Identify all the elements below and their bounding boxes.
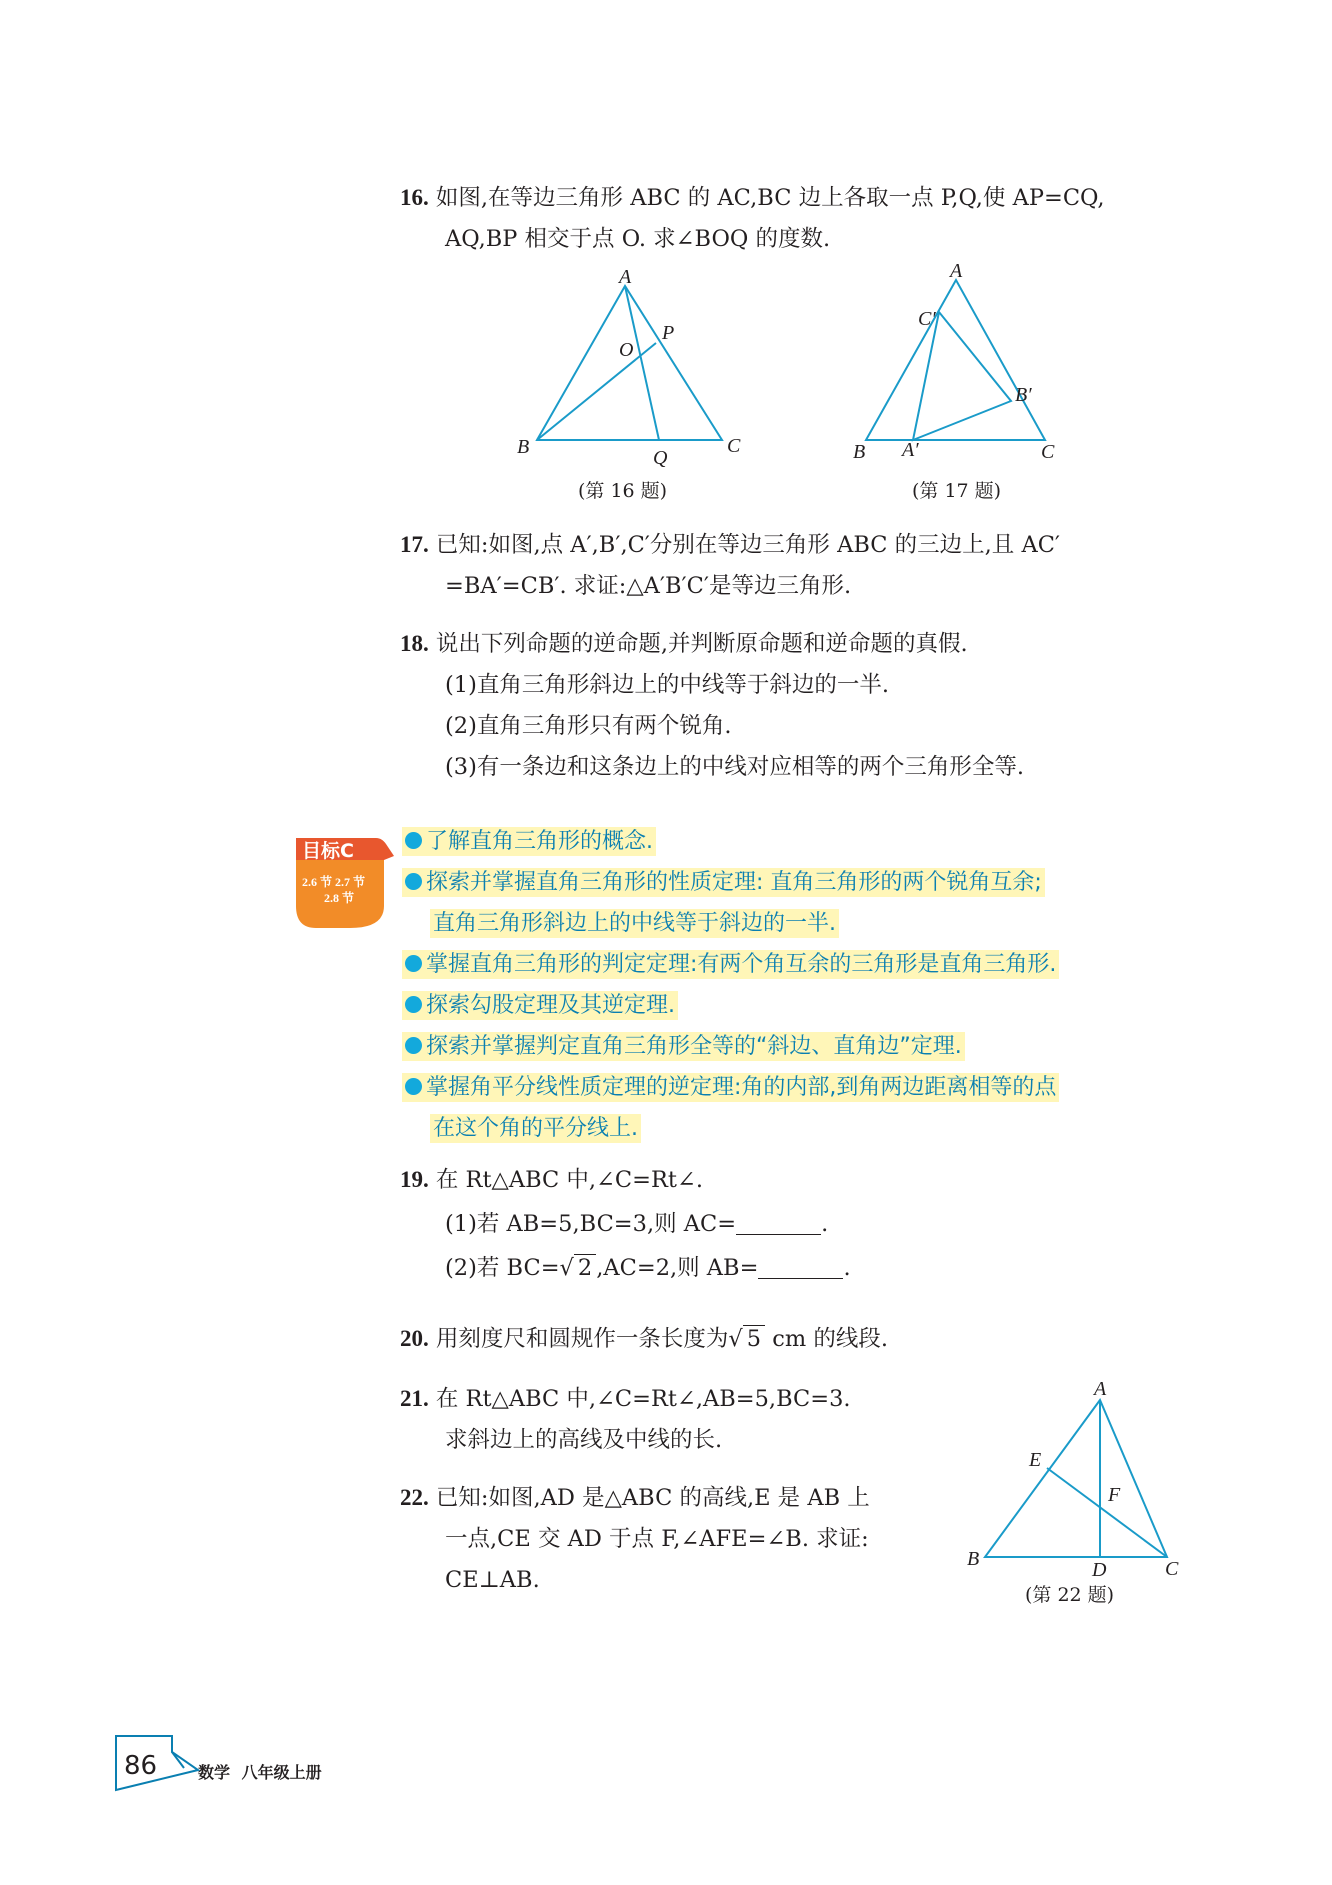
label-o: O bbox=[619, 339, 634, 361]
figure-17-caption: (第 17 题) bbox=[912, 480, 1002, 502]
label-b: B bbox=[967, 1548, 980, 1570]
segment-bp bbox=[537, 343, 656, 440]
question-number: 20. bbox=[400, 1326, 429, 1351]
goal-item: 了解直角三角形的概念. bbox=[402, 825, 1187, 859]
goal-item: 探索勾股定理及其逆定理. bbox=[402, 989, 1187, 1023]
label-c: C bbox=[727, 435, 741, 457]
label-a: A bbox=[950, 260, 963, 282]
bullet-dot-icon bbox=[405, 832, 422, 849]
goal-badge bbox=[290, 830, 400, 934]
badge-sections: 2.6 节 2.7 节 bbox=[302, 875, 366, 889]
question-18 bbox=[400, 623, 1024, 788]
label-a: A bbox=[1094, 1378, 1107, 1400]
badge-title: 目标C bbox=[302, 840, 354, 862]
figure-22 bbox=[965, 1375, 1185, 1581]
answer-blank[interactable] bbox=[736, 1210, 821, 1235]
figure-16-caption: (第 16 题) bbox=[578, 480, 668, 502]
question-19 bbox=[400, 1158, 851, 1290]
label-b1: B′ bbox=[1015, 384, 1032, 406]
question-22 bbox=[400, 1477, 870, 1601]
sqrt-symbol: √ 5 bbox=[728, 1319, 765, 1360]
badge-sections: 2.8 节 bbox=[324, 891, 355, 905]
question-20: 20. 用刻度尺和圆规作一条长度为√ 5 cm 的线段. bbox=[400, 1318, 888, 1360]
question-number: 21. bbox=[400, 1386, 429, 1411]
label-c: C bbox=[1041, 441, 1055, 463]
goal-item: 掌握直角三角形的判定定理:有两个角互余的三角形是直角三角形. bbox=[402, 948, 1187, 982]
label-a1: A′ bbox=[902, 439, 919, 461]
figure-22-caption: (第 22 题) bbox=[1025, 1584, 1115, 1606]
question-text: 已知:如图,点 A′,B′,C′分别在等边三角形 ABC 的三边上,且 AC′ bbox=[435, 532, 1061, 558]
learning-goals bbox=[402, 825, 1187, 1153]
question-text: 在 Rt△ABC 中,∠C=Rt∠. bbox=[435, 1167, 703, 1193]
sub-question-1: (1)直角三角形斜边上的中线等于斜边的一半. bbox=[445, 672, 890, 698]
question-text: 已知:如图,AD 是△ABC 的高线,E 是 AB 上 bbox=[435, 1485, 870, 1511]
bullet-dot-icon bbox=[405, 1078, 422, 1095]
question-number: 16. bbox=[400, 185, 429, 210]
bullet-dot-icon bbox=[405, 955, 422, 972]
sqrt-symbol: √ 2 bbox=[560, 1246, 597, 1290]
sub-question-2: (2)若 BC=√ 2 ,AC=2,则 AB= . bbox=[400, 1246, 851, 1290]
label-c1: C′ bbox=[918, 308, 936, 330]
question-16 bbox=[400, 177, 1105, 260]
label-c: C bbox=[1165, 1558, 1179, 1580]
sub-question-2: (2)直角三角形只有两个锐角. bbox=[445, 713, 732, 739]
bullet-dot-icon bbox=[405, 1037, 422, 1054]
question-17 bbox=[400, 524, 1060, 607]
page-number-tab bbox=[112, 1732, 212, 1792]
page-number: 86 bbox=[124, 1751, 158, 1781]
question-text: 说出下列命题的逆命题,并判断原命题和逆命题的真假. bbox=[435, 631, 968, 657]
question-text: 在 Rt△ABC 中,∠C=Rt∠,AB=5,BC=3. bbox=[435, 1386, 851, 1412]
question-number: 18. bbox=[400, 631, 429, 656]
question-text: AQ,BP 相交于点 O. 求∠BOQ 的度数. bbox=[445, 226, 831, 252]
sub-question-1: (1)若 AB=5,BC=3,则 AC= . bbox=[445, 1211, 829, 1237]
question-number: 19. bbox=[400, 1167, 429, 1192]
sub-question-3: (3)有一条边和这条边上的中线对应相等的两个三角形全等. bbox=[445, 754, 1025, 780]
question-text: 一点,CE 交 AD 于点 F,∠AFE=∠B. 求证: bbox=[445, 1526, 869, 1552]
bullet-dot-icon bbox=[405, 873, 422, 890]
triangle-abc bbox=[985, 1400, 1167, 1557]
label-q: Q bbox=[653, 447, 668, 469]
label-f: F bbox=[1108, 1484, 1121, 1506]
question-text: CE⊥AB. bbox=[445, 1567, 540, 1593]
figure-17 bbox=[848, 258, 1078, 468]
question-number: 17. bbox=[400, 532, 429, 557]
label-p: P bbox=[662, 322, 675, 344]
question-text: 求斜边上的高线及中线的长. bbox=[445, 1427, 723, 1453]
label-b: B bbox=[517, 436, 530, 458]
figure-16 bbox=[515, 266, 745, 470]
goal-item: 探索并掌握判定直角三角形全等的“斜边、直角边”定理. bbox=[402, 1030, 1187, 1064]
question-text: 如图,在等边三角形 ABC 的 AC,BC 边上各取一点 P,Q,使 AP=CQ, bbox=[435, 185, 1105, 211]
question-text: =BA′=CB′. 求证:△A′B′C′是等边三角形. bbox=[445, 573, 852, 599]
question-number: 22. bbox=[400, 1485, 429, 1510]
bullet-dot-icon bbox=[405, 996, 422, 1013]
label-b: B bbox=[853, 441, 866, 463]
triangle-abc bbox=[866, 280, 1045, 440]
label-e: E bbox=[1029, 1449, 1042, 1471]
goal-item: 掌握角平分线性质定理的逆定理:角的内部,到角两边距离相等的点 在这个角的平分线上. bbox=[402, 1071, 1187, 1146]
footer-book-title: 数学 八年级上册 bbox=[198, 1763, 322, 1782]
label-d: D bbox=[1092, 1559, 1107, 1581]
label-a: A bbox=[619, 266, 632, 288]
question-21 bbox=[400, 1378, 851, 1461]
answer-blank[interactable] bbox=[758, 1254, 843, 1279]
goal-item: 探索并掌握直角三角形的性质定理: 直角三角形的两个锐角互余; 直角三角形斜边上的中线等于斜边的一半. bbox=[402, 866, 1187, 941]
